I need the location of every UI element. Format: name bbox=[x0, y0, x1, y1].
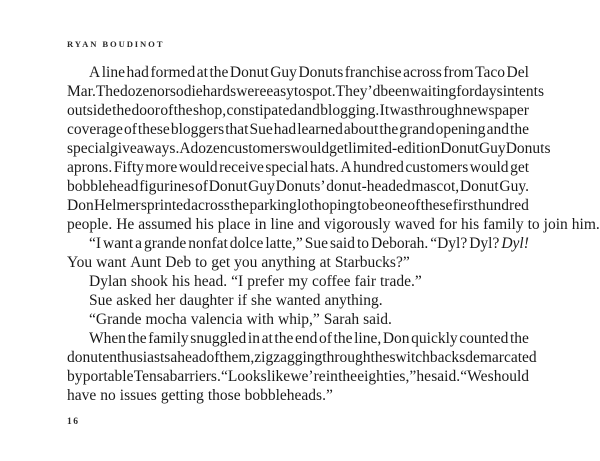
text-line: by portable Tensabarriers. “Looks like we’re in the eighties,” he said. “We should bbox=[67, 368, 529, 385]
text-line: special giveaways. A dozen customers would get limited-edition Donut Guy Donuts bbox=[67, 140, 551, 157]
running-head: RYAN BOUDINOT bbox=[67, 39, 165, 49]
page-number: 16 bbox=[67, 417, 80, 427]
text-line: outside the door of the shop, constipated and blogging. It was through newspaper bbox=[67, 102, 529, 119]
text-line: A line had formed at the Donut Guy Donuts franchise across from Taco Del bbox=[89, 64, 529, 81]
text-line: people. He assumed his place in line and vigorously waved for his family to join him. bbox=[67, 216, 600, 233]
text-line: Mar. The dozen or so diehards were easy to spot. They’d been waiting for days in tents bbox=[67, 83, 545, 100]
text-line: “I want a grande nonfat dolce latte,” Sue said to Deborah. “Dyl? Dyl? Dyl! bbox=[89, 235, 529, 252]
text-line: Don Helmer sprinted across the parking lot hoping to be one of these first hundred bbox=[67, 197, 529, 214]
text-line: Sue asked her daughter if she wanted anything. bbox=[89, 292, 383, 309]
text-line: bobblehead figurines of Donut Guy Donuts’ donut-headed mascot, Donut Guy. bbox=[67, 178, 529, 195]
body-text bbox=[67, 63, 600, 405]
text-line: When the family snuggled in at the end of the line, Don quickly counted the bbox=[89, 330, 529, 347]
text-line: have no issues getting those bobbleheads.” bbox=[67, 387, 333, 404]
text-line: “Grande mocha valencia with whip,” Sarah said. bbox=[89, 311, 392, 328]
text-line: coverage of these bloggers that Sue had learned about the grand opening and the bbox=[67, 121, 529, 138]
text-line: aprons. Fifty more would receive special hats. A hundred customers would get bbox=[67, 159, 529, 176]
text-line: You want Aunt Deb to get you anything at Starbucks?” bbox=[67, 254, 410, 271]
text-line: donut enthusiasts ahead of them, zigzagging through the switchbacks demarcated bbox=[67, 349, 537, 366]
text-line: Dylan shook his head. “I prefer my coffee fair trade.” bbox=[89, 273, 422, 290]
